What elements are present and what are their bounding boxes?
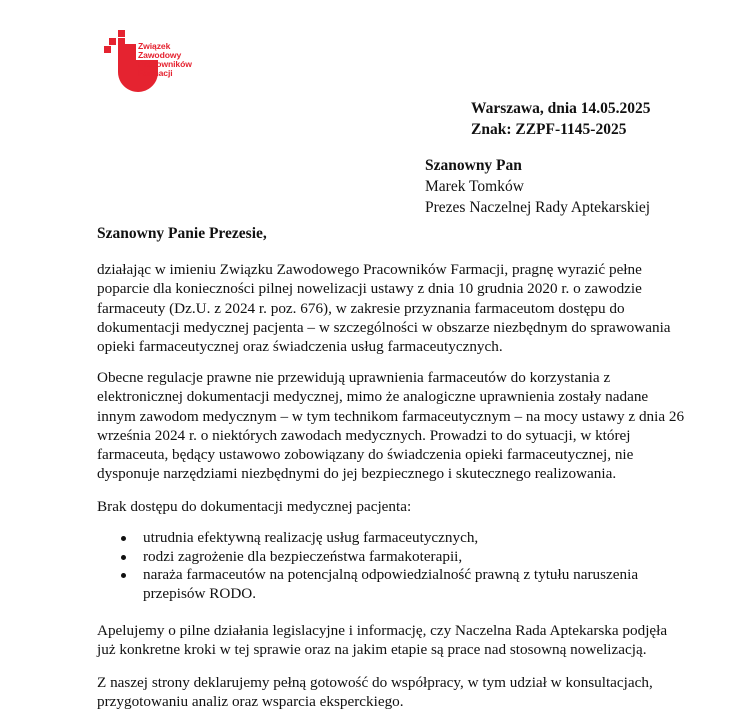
bullet-icon: [121, 555, 126, 560]
addressee-greeting: Szanowny Pan: [425, 157, 522, 174]
list-item: [97, 566, 687, 603]
list-item-text: rodzi zagrożenie dla bezpieczeństwa farmakoterapii,: [143, 547, 463, 565]
reference-number: Znak: ZZPF-1145-2025: [471, 121, 627, 138]
bullet-list: [97, 529, 687, 603]
list-item-text: utrudnia efektywną realizację usług farmaceutycznych,: [143, 529, 479, 546]
bullet-icon: [121, 536, 126, 541]
organization-logo: [104, 30, 224, 94]
addressee-name: Marek Tomków: [425, 178, 524, 195]
place-date: Warszawa, dnia 14.05.2025: [471, 100, 651, 117]
logo-wordmark: [138, 42, 192, 78]
paragraph-2: Obecne regulacje prawne nie przewidują uprawnienia farmaceutów do korzystania z elektronicznej dokumentacji medycznej, mimo że analogiczne uprawnienia zostały nadane innym zawodom medycznym – w tym technikom farmaceutycznym – na mocy ustawy z dnia 26 września 2024 r. o niektórych zawodach medycznych. Prowadzi to do sytuacji, w której farmaceuta, będący ustawowo zobowiązany do świadczenia opieki farmaceutycznej, nie dysponuje narzędziami niezbędnymi do jej bezpiecznego i skutecznego realizowania.: [97, 369, 685, 483]
paragraph-3: Brak dostępu do dokumentacji medycznej pacjenta:: [97, 498, 412, 515]
paragraph-4: Apelujemy o pilne działania legislacyjne i informację, czy Naczelna Rada Aptekarska podjęła już konkretne kroki w tej sprawie oraz na jakim etapie są prace nad stosowną nowelizacją.: [97, 622, 668, 659]
logo-line: Farmacji: [138, 68, 173, 78]
addressee-title: Prezes Naczelnej Rady Aptekarskiej: [425, 199, 651, 216]
salutation: Szanowny Panie Prezesie,: [97, 225, 267, 242]
paragraph-1: działając w imieniu Związku Zawodowego Pracowników Farmacji, pragnę wyrazić pełne poparcie dla konieczności pilnej nowelizacji ustawy z dnia 10 grudnia 2020 r. o zawodzie farmaceuty (Dz.U. z 2024 r. poz. 676), w zakresie przyznania farmaceutom dostępu do dokumentacji medycznej pacjenta – w szczególności w obszarze niezbędnym do sprawowania opieki farmaceutycznej oraz świadczenia usług farmaceutycznych.: [97, 261, 671, 356]
logo-line: Związek: [138, 41, 171, 51]
paragraph-5: Z naszej strony deklarujemy pełną gotowość do współpracy, w tym udział w konsultacjach, przygotowaniu analiz oraz wsparcia eksperckiego.: [97, 674, 653, 711]
logo-line: Pracowników: [138, 59, 192, 69]
letter-header: [471, 98, 651, 140]
list-item: [97, 548, 687, 567]
list-item-text: naraża farmaceutów na potencjalną odpowiedzialność prawną z tytułu naruszenia przepisów RODO.: [143, 566, 639, 602]
list-item: [97, 529, 687, 548]
bullet-icon: [121, 573, 126, 578]
logo-line: Zawodowy: [138, 50, 182, 60]
addressee-block: [425, 155, 650, 218]
